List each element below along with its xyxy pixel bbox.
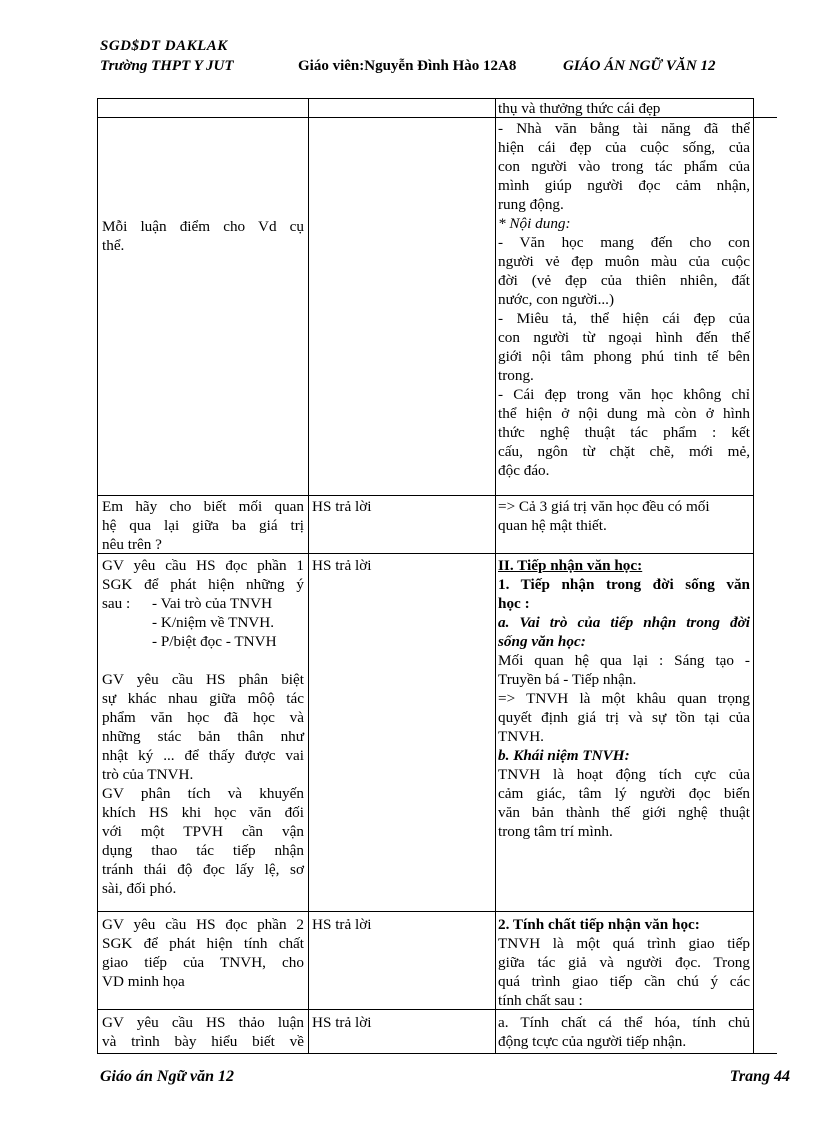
row3-mid-text: HS trả lời bbox=[312, 557, 372, 574]
row1-right-cell bbox=[498, 119, 750, 480]
row4-left-line: GV yêu cầu HS đọc phần 2 bbox=[102, 916, 304, 933]
row5-mid-text: HS trả lời bbox=[312, 1014, 372, 1031]
row2-right-line: => Cả 3 giá trị văn học đều có mối bbox=[498, 498, 710, 515]
row3-left-line: phẩm văn học đã học và bbox=[102, 709, 304, 726]
row2-right-line: quan hệ mật thiết. bbox=[498, 517, 607, 534]
item-heading: b. Khái niệm TNVH: bbox=[498, 747, 630, 764]
row1-left-line: thể. bbox=[102, 237, 125, 254]
row4-left-line: VD minh họa bbox=[102, 973, 185, 990]
row3-left-line: GV yêu cầu HS đọc phần 1 bbox=[102, 557, 304, 574]
row3-right-cell bbox=[498, 556, 750, 841]
row3-left-line: sau : bbox=[102, 595, 131, 612]
row0-right-cell bbox=[498, 99, 752, 118]
row3-left-line: nhật ký ... để thấy được vai bbox=[102, 747, 304, 764]
row1-right-line: đời (vẻ đẹp của thiên nhiên, đất bbox=[498, 272, 750, 289]
row3-right-line: văn bản thành thế giới nghệ thuật bbox=[498, 804, 750, 821]
row5-left-cell bbox=[102, 1013, 304, 1051]
row4-right-line: giữa tác giả và người đọc. Trong bbox=[498, 954, 750, 971]
row1-right-line: thể hiện ở nội dung mà còn ở hình bbox=[498, 405, 750, 422]
row5-right-cell bbox=[498, 1013, 750, 1051]
row5-left-line: GV yêu cầu HS thảo luận bbox=[102, 1014, 304, 1031]
row1-right-line: thức nghệ thuật tác phẩm : kết bbox=[498, 424, 750, 441]
row1-right-line: - Miêu tả, thể hiện cái đẹp của bbox=[498, 310, 750, 327]
row1-right-heading: * Nội dung: bbox=[498, 215, 571, 232]
row2-left-line: hệ qua lại giữa ba giá trị bbox=[102, 517, 304, 534]
item-heading: a. Vai trò của tiếp nhận trong đời bbox=[498, 614, 750, 631]
subsection-heading: 2. Tính chất tiếp nhận văn học: bbox=[498, 916, 700, 933]
row3-right-line: cảm giác, tâm lý người đọc biến bbox=[498, 785, 750, 802]
row1-left-line: Mỗi luận điểm cho Vd cụ bbox=[102, 218, 304, 235]
row1-right-line: rung động. bbox=[498, 196, 564, 213]
row3-right-line: => TNVH là một khâu quan trọng bbox=[498, 690, 750, 707]
row1-right-line: - Cái đẹp trong văn học không chỉ bbox=[498, 386, 750, 403]
row4-right-cell bbox=[498, 915, 750, 1010]
row5-left-line: và trình bày hiểu biết về bbox=[102, 1033, 304, 1050]
row4-mid-text: HS trả lời bbox=[312, 916, 372, 933]
row3-left-line: với một TPVH cần vận bbox=[102, 823, 304, 840]
row3-left-bullet: - P/biệt đọc - TNVH bbox=[152, 633, 277, 650]
row1-left-cell bbox=[102, 217, 304, 255]
row1-right-line: - Văn học mang đến cho con bbox=[498, 234, 750, 251]
row3-right-line: Mối quan hệ qua lại : Sáng tạo - bbox=[498, 652, 750, 669]
row1-right-line: con người vào trong tác phẩm của bbox=[498, 158, 750, 175]
row4-mid-cell bbox=[312, 915, 492, 934]
row1-right-line: con người từ ngoại hình đến thế bbox=[498, 329, 750, 346]
row5-right-line: a. Tính chất cá thể hóa, tính chủ bbox=[498, 1014, 750, 1031]
row1-right-line: độc đáo. bbox=[498, 462, 550, 479]
row3-left-line: GV phân tích và khuyến bbox=[102, 785, 304, 802]
row4-right-line: tính chất sau : bbox=[498, 992, 583, 1009]
subsection-heading: 1. Tiếp nhận trong đời sống văn bbox=[498, 576, 750, 593]
row1-right-line: giới nội tâm phong phú tinh tế bên bbox=[498, 348, 750, 365]
header-teacher: Giáo viên:Nguyễn Đình Hào 12A8 bbox=[298, 58, 517, 74]
row5-mid-cell bbox=[312, 1013, 492, 1032]
row1-right-line: cấu, ngôn từ chặt chẽ, mới mẻ, bbox=[498, 443, 750, 460]
row3-right-line: TNVH. bbox=[498, 728, 544, 745]
header-school: Trường THPT Y JUT bbox=[100, 58, 234, 74]
row3-left-line: GV yêu cầu HS phân biệt bbox=[102, 671, 304, 688]
row1-right-line: trong. bbox=[498, 367, 534, 384]
row3-left-line: khích HS khi học văn đối bbox=[102, 804, 304, 821]
footer-title: Giáo án Ngữ văn 12 bbox=[100, 1068, 235, 1085]
row5-right-line: động tcực của người tiếp nhận. bbox=[498, 1033, 687, 1050]
row3-left-line: dụng thao tác tiếp nhận bbox=[102, 842, 304, 859]
row3-left-line: những stác bản thân như bbox=[102, 728, 304, 745]
row3-right-line: quyết định giá trị và sự tồn tại của bbox=[498, 709, 750, 726]
row4-right-line: TNVH là một quá trình giao tiếp bbox=[498, 935, 750, 952]
row3-right-line: TNVH là hoạt động tích cực của bbox=[498, 766, 750, 783]
header-doc-title: GIÁO ÁN NGỮ VĂN 12 bbox=[563, 58, 716, 74]
row3-left-bullet: - K/niệm về TNVH. bbox=[152, 614, 275, 631]
row3-mid-cell bbox=[312, 556, 492, 575]
row3-left-line: tránh thái độ đọc lấy lệ, sơ bbox=[102, 861, 304, 878]
row3-left-cell bbox=[102, 556, 304, 898]
row3-right-line: Truyền bá - Tiếp nhận. bbox=[498, 671, 637, 688]
row1-right-line: người vẻ đẹp muôn màu của cuộc bbox=[498, 253, 750, 270]
row3-left-line: sài, đối phó. bbox=[102, 880, 177, 897]
section-heading: II. Tiếp nhận văn học: bbox=[498, 557, 643, 574]
row0-right-text: thụ và thưởng thức cái đẹp bbox=[498, 100, 661, 117]
row1-right-line: hiện cái đẹp của cuộc sống, của bbox=[498, 139, 750, 156]
row4-left-cell bbox=[102, 915, 304, 991]
row2-mid-cell bbox=[312, 497, 492, 516]
row3-left-line-group bbox=[102, 594, 304, 613]
row2-mid-text: HS trả lời bbox=[312, 498, 372, 515]
row3-right-line: trong tâm trí mình. bbox=[498, 823, 613, 840]
row3-left-line: SGK để phát hiện những ý bbox=[102, 576, 304, 593]
row2-left-line: Em hãy cho biết mối quan bbox=[102, 498, 304, 515]
row4-right-line: quá trình giao tiếp cần chú ý các bbox=[498, 973, 750, 990]
row1-right-line: - Nhà văn bằng tài năng đã thể bbox=[498, 120, 750, 137]
row3-left-line: trò của TNVH. bbox=[102, 766, 194, 783]
row2-left-line: nêu trên ? bbox=[102, 536, 162, 553]
row2-left-cell bbox=[102, 497, 304, 554]
row3-left-line: sự khác nhau giữa môộ tác bbox=[102, 690, 304, 707]
row4-left-line: giao tiếp của TNVH, cho bbox=[102, 954, 304, 971]
header-org: SGD$DT DAKLAK bbox=[100, 38, 228, 54]
item-heading: sống văn học: bbox=[498, 633, 586, 650]
row1-right-line: mình giúp người đọc cảm nhận, bbox=[498, 177, 750, 194]
row3-left-bullet: - Vai trò của TNVH bbox=[152, 595, 273, 612]
footer-page-number: Trang 44 bbox=[729, 1068, 790, 1085]
row4-left-line: SGK để phát hiện tính chất bbox=[102, 935, 304, 952]
subsection-heading: học : bbox=[498, 595, 530, 612]
row1-right-line: nước, con người...) bbox=[498, 291, 615, 308]
row2-right-cell bbox=[498, 497, 750, 535]
